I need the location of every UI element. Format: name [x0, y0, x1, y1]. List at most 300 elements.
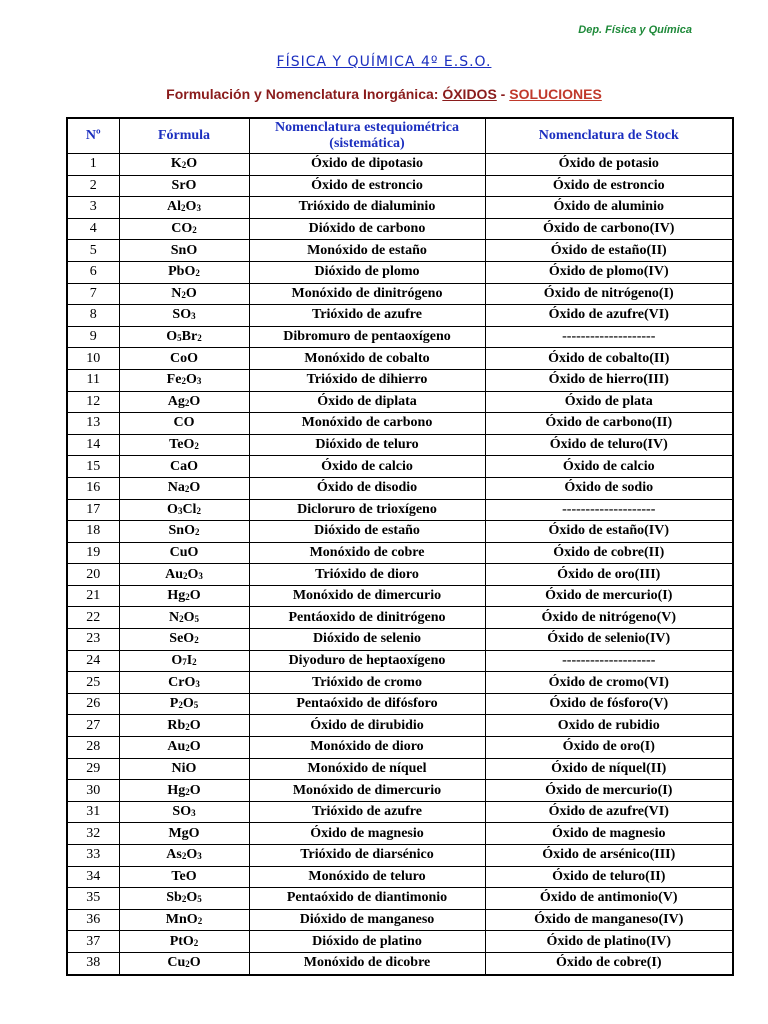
row-systematic-name: Monóxido de estaño [249, 240, 485, 262]
formula-subscript: 5 [177, 333, 182, 344]
row-formula [119, 391, 249, 413]
row-formula [119, 175, 249, 197]
row-stock-name: Óxido de níquel(II) [485, 758, 733, 780]
department-label: Dep. Física y Química [578, 24, 692, 36]
subtitle-solutions: SOLUCIONES [509, 86, 602, 102]
formula-subscript: 2 [185, 592, 190, 603]
formula-subscript: 2 [181, 376, 186, 387]
row-number: 27 [67, 715, 119, 737]
table-row [67, 477, 733, 499]
formula-subscript: 2 [196, 505, 201, 516]
row-formula [119, 154, 249, 176]
formula-subscript: 2 [194, 635, 199, 646]
row-formula [119, 197, 249, 219]
row-number: 36 [67, 909, 119, 931]
table-row [67, 585, 733, 607]
row-formula [119, 305, 249, 327]
row-formula [119, 693, 249, 715]
formula-symbol: PbO [168, 264, 196, 280]
table-row [67, 607, 733, 629]
formula-symbol: Cl [182, 501, 197, 517]
row-stock-name: Óxido de azufre(VI) [485, 801, 733, 823]
table-row [67, 175, 733, 197]
formula-subscript: 2 [194, 441, 199, 452]
row-systematic-name: Pentaóxido de difósforo [249, 693, 485, 715]
formula-symbol: K [170, 156, 182, 172]
row-systematic-name: Trióxido de dioro [249, 564, 485, 586]
table-row [67, 737, 733, 759]
row-stock-name: Óxido de plata [485, 391, 733, 413]
row-systematic-name: Trióxido de dihierro [249, 369, 485, 391]
row-systematic-name: Dióxido de selenio [249, 629, 485, 651]
row-systematic-name: Monóxido de dicobre [249, 952, 485, 974]
formula-subscript: 3 [191, 311, 196, 322]
row-systematic-name: Diyoduro de heptaoxígeno [249, 650, 485, 672]
row-number: 38 [67, 952, 119, 974]
table-row [67, 283, 733, 305]
formula-subscript: 3 [195, 678, 200, 689]
row-stock-name: Óxido de oro(III) [485, 564, 733, 586]
formula-symbol: O [189, 480, 201, 496]
row-number: 32 [67, 823, 119, 845]
row-systematic-name: Trióxido de azufre [249, 305, 485, 327]
table-row [67, 909, 733, 931]
formula-subscript: 5 [193, 700, 199, 711]
formula-subscript: 2 [184, 484, 190, 495]
row-number: 29 [67, 758, 119, 780]
table-row [67, 154, 733, 176]
row-stock-name: -------------------- [485, 326, 733, 348]
row-formula [119, 607, 249, 629]
formula-subscript: 2 [181, 894, 187, 905]
row-systematic-name: Dióxido de teluro [249, 434, 485, 456]
formula-subscript: 2 [193, 937, 199, 948]
row-systematic-name: Trióxido de azufre [249, 801, 485, 823]
row-systematic-name: Óxido de disodio [249, 477, 485, 499]
formula-subscript: 2 [184, 397, 190, 408]
formula-subscript: 3 [197, 851, 202, 862]
formula-symbol: CaO [170, 458, 198, 474]
formula-symbol: O [189, 393, 201, 409]
row-systematic-name: Dióxido de estaño [249, 521, 485, 543]
row-stock-name: Oxido de rubidio [485, 715, 733, 737]
subtitle-topic: ÓXIDOS [442, 86, 497, 102]
row-number: 34 [67, 866, 119, 888]
row-formula [119, 521, 249, 543]
row-systematic-name: Dióxido de platino [249, 931, 485, 953]
row-formula [119, 823, 249, 845]
formula-subscript: 2 [181, 203, 186, 214]
formula-subscript: 2 [185, 786, 190, 797]
row-formula [119, 952, 249, 974]
header-systematic-line2: (sistemática) [329, 136, 405, 151]
formula-symbol: N [171, 285, 182, 301]
row-systematic-name: Óxido de calcio [249, 456, 485, 478]
formula-symbol: I [186, 652, 193, 668]
table-row [67, 218, 733, 240]
row-stock-name: Óxido de cromo(VI) [485, 672, 733, 694]
table-row [67, 326, 733, 348]
row-systematic-name: Dióxido de carbono [249, 218, 485, 240]
row-formula [119, 564, 249, 586]
formula-symbol: MnO [165, 912, 198, 928]
table-row [67, 758, 733, 780]
formula-symbol: O [186, 847, 198, 863]
formula-subscript: 2 [185, 959, 190, 970]
row-number: 18 [67, 521, 119, 543]
row-systematic-name: Dióxido de plomo [249, 261, 485, 283]
row-number: 30 [67, 780, 119, 802]
formula-symbol: SrO [171, 177, 197, 193]
table-row [67, 801, 733, 823]
table-row [67, 369, 733, 391]
table-body [67, 154, 733, 975]
row-number: 1 [67, 154, 119, 176]
row-stock-name: Óxido de estaño(IV) [485, 521, 733, 543]
row-number: 19 [67, 542, 119, 564]
row-stock-name: Óxido de mercurio(I) [485, 585, 733, 607]
formula-subscript: 7 [182, 656, 187, 667]
row-formula [119, 434, 249, 456]
row-systematic-name: Óxido de dipotasio [249, 154, 485, 176]
header-formula: Fórmula [119, 118, 249, 154]
formula-subscript: 2 [192, 225, 197, 236]
row-stock-name: -------------------- [485, 650, 733, 672]
row-number: 35 [67, 888, 119, 910]
row-systematic-name: Trióxido de cromo [249, 672, 485, 694]
table-row [67, 456, 733, 478]
row-stock-name: Óxido de teluro(II) [485, 866, 733, 888]
row-number: 9 [67, 326, 119, 348]
formula-subscript: 2 [195, 268, 200, 279]
row-stock-name: Óxido de azufre(VI) [485, 305, 733, 327]
row-number: 6 [67, 261, 119, 283]
table-row [67, 845, 733, 867]
row-systematic-name: Pentáoxido de dinitrógeno [249, 607, 485, 629]
row-number: 2 [67, 175, 119, 197]
formula-subscript: 3 [191, 808, 196, 819]
row-number: 4 [67, 218, 119, 240]
row-stock-name: Óxido de mercurio(I) [485, 780, 733, 802]
formula-subscript: 3 [177, 505, 183, 516]
formula-subscript: 3 [196, 376, 202, 387]
table-row [67, 693, 733, 715]
table-row [67, 391, 733, 413]
row-number: 23 [67, 629, 119, 651]
formula-symbol: O [189, 782, 201, 798]
row-stock-name: Óxido de arsénico(III) [485, 845, 733, 867]
row-stock-name: Óxido de estroncio [485, 175, 733, 197]
row-stock-name: Óxido de aluminio [485, 197, 733, 219]
formula-symbol: CoO [170, 350, 198, 366]
table-row [67, 261, 733, 283]
formula-symbol: Fe [166, 372, 182, 388]
table-row [67, 305, 733, 327]
formula-symbol: As [166, 847, 182, 863]
formula-symbol: O [185, 285, 197, 301]
table-header-row [67, 118, 733, 154]
row-stock-name: Óxido de manganeso(IV) [485, 909, 733, 931]
row-formula [119, 585, 249, 607]
row-systematic-name: Monóxido de carbono [249, 413, 485, 435]
table-row [67, 888, 733, 910]
formula-symbol: CrO [168, 674, 196, 690]
row-systematic-name: Monóxido de dimercurio [249, 780, 485, 802]
formula-symbol: O [186, 156, 198, 172]
page-title: FÍSICA Y QUÍMICA 4º E.S.O. [276, 54, 492, 70]
row-number: 13 [67, 413, 119, 435]
row-number: 22 [67, 607, 119, 629]
table-row [67, 823, 733, 845]
row-formula [119, 737, 249, 759]
row-number: 11 [67, 369, 119, 391]
formula-symbol: TeO [171, 868, 197, 884]
row-stock-name: Óxido de selenio(IV) [485, 629, 733, 651]
table-row [67, 197, 733, 219]
formula-subscript: 2 [178, 700, 183, 711]
table-row [67, 413, 733, 435]
row-formula [119, 866, 249, 888]
row-stock-name: Óxido de platino(IV) [485, 931, 733, 953]
table-row [67, 650, 733, 672]
table-row [67, 931, 733, 953]
row-formula [119, 650, 249, 672]
row-systematic-name: Pentaóxido de diantimonio [249, 888, 485, 910]
row-formula [119, 909, 249, 931]
subtitle [0, 86, 768, 102]
row-systematic-name: Monóxido de níquel [249, 758, 485, 780]
formula-symbol: Br [181, 329, 198, 345]
row-stock-name: Óxido de estaño(II) [485, 240, 733, 262]
formula-subscript: 5 [194, 613, 199, 624]
row-number: 15 [67, 456, 119, 478]
row-formula [119, 240, 249, 262]
formula-symbol: O [186, 890, 198, 906]
row-stock-name: Óxido de potasio [485, 154, 733, 176]
formula-symbol: O [185, 199, 197, 215]
row-systematic-name: Monóxido de dioro [249, 737, 485, 759]
formula-subscript: 5 [197, 894, 202, 905]
row-number: 21 [67, 585, 119, 607]
row-formula [119, 413, 249, 435]
row-stock-name: Óxido de sodio [485, 477, 733, 499]
formula-symbol: CO [171, 221, 193, 237]
formula-symbol: SO [172, 307, 192, 323]
row-formula [119, 888, 249, 910]
row-systematic-name: Dibromuro de pentaoxígeno [249, 326, 485, 348]
row-systematic-name: Dicloruro de trioxígeno [249, 499, 485, 521]
row-formula [119, 542, 249, 564]
subtitle-prefix: Formulación y Nomenclatura Inorgánica: [166, 86, 443, 102]
formula-symbol: O [185, 372, 197, 388]
row-systematic-name: Dióxido de manganeso [249, 909, 485, 931]
formula-subscript: 2 [185, 743, 190, 754]
row-number: 8 [67, 305, 119, 327]
row-formula [119, 326, 249, 348]
row-systematic-name: Óxido de diplata [249, 391, 485, 413]
table-row [67, 542, 733, 564]
row-systematic-name: Monóxido de cobre [249, 542, 485, 564]
row-number: 3 [67, 197, 119, 219]
formula-subscript: 2 [181, 289, 186, 300]
formula-symbol: PtO [169, 933, 194, 949]
header-systematic-line1: Nomenclatura estequiométrica [275, 120, 459, 135]
formula-subscript: 2 [179, 613, 184, 624]
formula-symbol: TeO [169, 437, 195, 453]
formula-symbol: NiO [171, 760, 197, 776]
row-stock-name: Óxido de teluro(IV) [485, 434, 733, 456]
row-formula [119, 499, 249, 521]
row-stock-name: Óxido de fósforo(V) [485, 693, 733, 715]
formula-symbol: Hg [167, 588, 186, 604]
row-stock-name: Óxido de nitrógeno(V) [485, 607, 733, 629]
table-row [67, 780, 733, 802]
table-row [67, 348, 733, 370]
row-systematic-name: Monóxido de dinitrógeno [249, 283, 485, 305]
formula-symbol: O [171, 652, 183, 668]
formula-symbol: Sb [166, 890, 182, 906]
row-number: 17 [67, 499, 119, 521]
row-systematic-name: Monóxido de dimercurio [249, 585, 485, 607]
row-stock-name: Óxido de cobre(II) [485, 542, 733, 564]
row-number: 20 [67, 564, 119, 586]
formula-subscript: 2 [181, 851, 187, 862]
formula-symbol: SnO [170, 242, 198, 258]
formula-symbol: O [189, 717, 201, 733]
row-formula [119, 261, 249, 283]
formula-subscript: 2 [197, 916, 203, 927]
formula-symbol: SnO [168, 523, 195, 539]
formula-symbol: O [166, 329, 178, 345]
formula-symbol: N [168, 609, 180, 625]
row-formula [119, 218, 249, 240]
row-stock-name: -------------------- [485, 499, 733, 521]
row-formula [119, 758, 249, 780]
row-stock-name: Óxido de cobalto(II) [485, 348, 733, 370]
row-systematic-name: Trióxido de diarsénico [249, 845, 485, 867]
table-row [67, 521, 733, 543]
row-formula [119, 845, 249, 867]
formula-symbol: MgO [168, 825, 200, 841]
formula-symbol: SeO [169, 631, 195, 647]
row-formula [119, 801, 249, 823]
table-row [67, 564, 733, 586]
row-number: 14 [67, 434, 119, 456]
row-number: 16 [67, 477, 119, 499]
header-number: Nº [67, 118, 119, 154]
subtitle-separator: - [496, 86, 510, 102]
row-systematic-name: Monóxido de cobalto [249, 348, 485, 370]
formula-symbol: O [187, 566, 199, 582]
formula-symbol: Ag [167, 393, 185, 409]
formula-symbol: Na [167, 480, 185, 496]
row-systematic-name: Óxido de estroncio [249, 175, 485, 197]
oxides-table [66, 117, 734, 976]
formula-subscript: 2 [185, 721, 190, 732]
formula-symbol: CO [173, 415, 195, 431]
table-row [67, 672, 733, 694]
row-stock-name: Óxido de magnesio [485, 823, 733, 845]
row-formula [119, 931, 249, 953]
table-row [67, 499, 733, 521]
formula-symbol: Au [165, 566, 183, 582]
formula-symbol: O [189, 955, 201, 971]
formula-symbol: CuO [169, 544, 199, 560]
row-systematic-name: Trióxido de dialuminio [249, 197, 485, 219]
row-formula [119, 369, 249, 391]
row-stock-name: Óxido de nitrógeno(I) [485, 283, 733, 305]
table-row [67, 629, 733, 651]
row-formula [119, 715, 249, 737]
formula-symbol: O [167, 501, 178, 517]
formula-subscript: 3 [198, 570, 203, 581]
row-number: 10 [67, 348, 119, 370]
row-stock-name: Óxido de carbono(II) [485, 413, 733, 435]
formula-symbol: Hg [167, 782, 186, 798]
row-systematic-name: Monóxido de teluro [249, 866, 485, 888]
row-stock-name: Óxido de hierro(III) [485, 369, 733, 391]
formula-subscript: 3 [196, 203, 201, 214]
row-number: 28 [67, 737, 119, 759]
table-row [67, 240, 733, 262]
row-stock-name: Óxido de plomo(IV) [485, 261, 733, 283]
row-systematic-name: Óxido de dirubidio [249, 715, 485, 737]
row-formula [119, 672, 249, 694]
formula-symbol: O [189, 739, 201, 755]
row-stock-name: Óxido de calcio [485, 456, 733, 478]
formula-symbol: Cu [167, 955, 186, 971]
formula-symbol: O [189, 588, 201, 604]
row-stock-name: Óxido de antimonio(V) [485, 888, 733, 910]
row-formula [119, 283, 249, 305]
formula-subscript: 2 [192, 656, 197, 667]
row-stock-name: Óxido de oro(I) [485, 737, 733, 759]
row-formula [119, 348, 249, 370]
formula-symbol: Au [167, 739, 186, 755]
header-stock: Nomenclatura de Stock [485, 118, 733, 154]
table-row [67, 434, 733, 456]
row-stock-name: Óxido de carbono(IV) [485, 218, 733, 240]
row-formula [119, 477, 249, 499]
row-number: 5 [67, 240, 119, 262]
formula-subscript: 2 [197, 333, 202, 344]
formula-subscript: 2 [183, 570, 188, 581]
formula-subscript: 2 [181, 160, 187, 171]
row-formula [119, 456, 249, 478]
formula-symbol: O [182, 696, 194, 712]
row-formula [119, 629, 249, 651]
formula-symbol: P [169, 696, 179, 712]
row-number: 26 [67, 693, 119, 715]
row-number: 7 [67, 283, 119, 305]
formula-symbol: O [183, 609, 195, 625]
formula-symbol: SO [172, 804, 192, 820]
row-systematic-name: Óxido de magnesio [249, 823, 485, 845]
row-stock-name: Óxido de cobre(I) [485, 952, 733, 974]
row-number: 12 [67, 391, 119, 413]
table-row [67, 952, 733, 974]
table-row [67, 715, 733, 737]
row-number: 25 [67, 672, 119, 694]
formula-symbol: Al [167, 199, 182, 215]
formula-symbol: Rb [167, 717, 186, 733]
row-number: 37 [67, 931, 119, 953]
table-row [67, 866, 733, 888]
row-number: 33 [67, 845, 119, 867]
formula-subscript: 2 [194, 527, 200, 538]
header-systematic [249, 118, 485, 154]
row-number: 24 [67, 650, 119, 672]
